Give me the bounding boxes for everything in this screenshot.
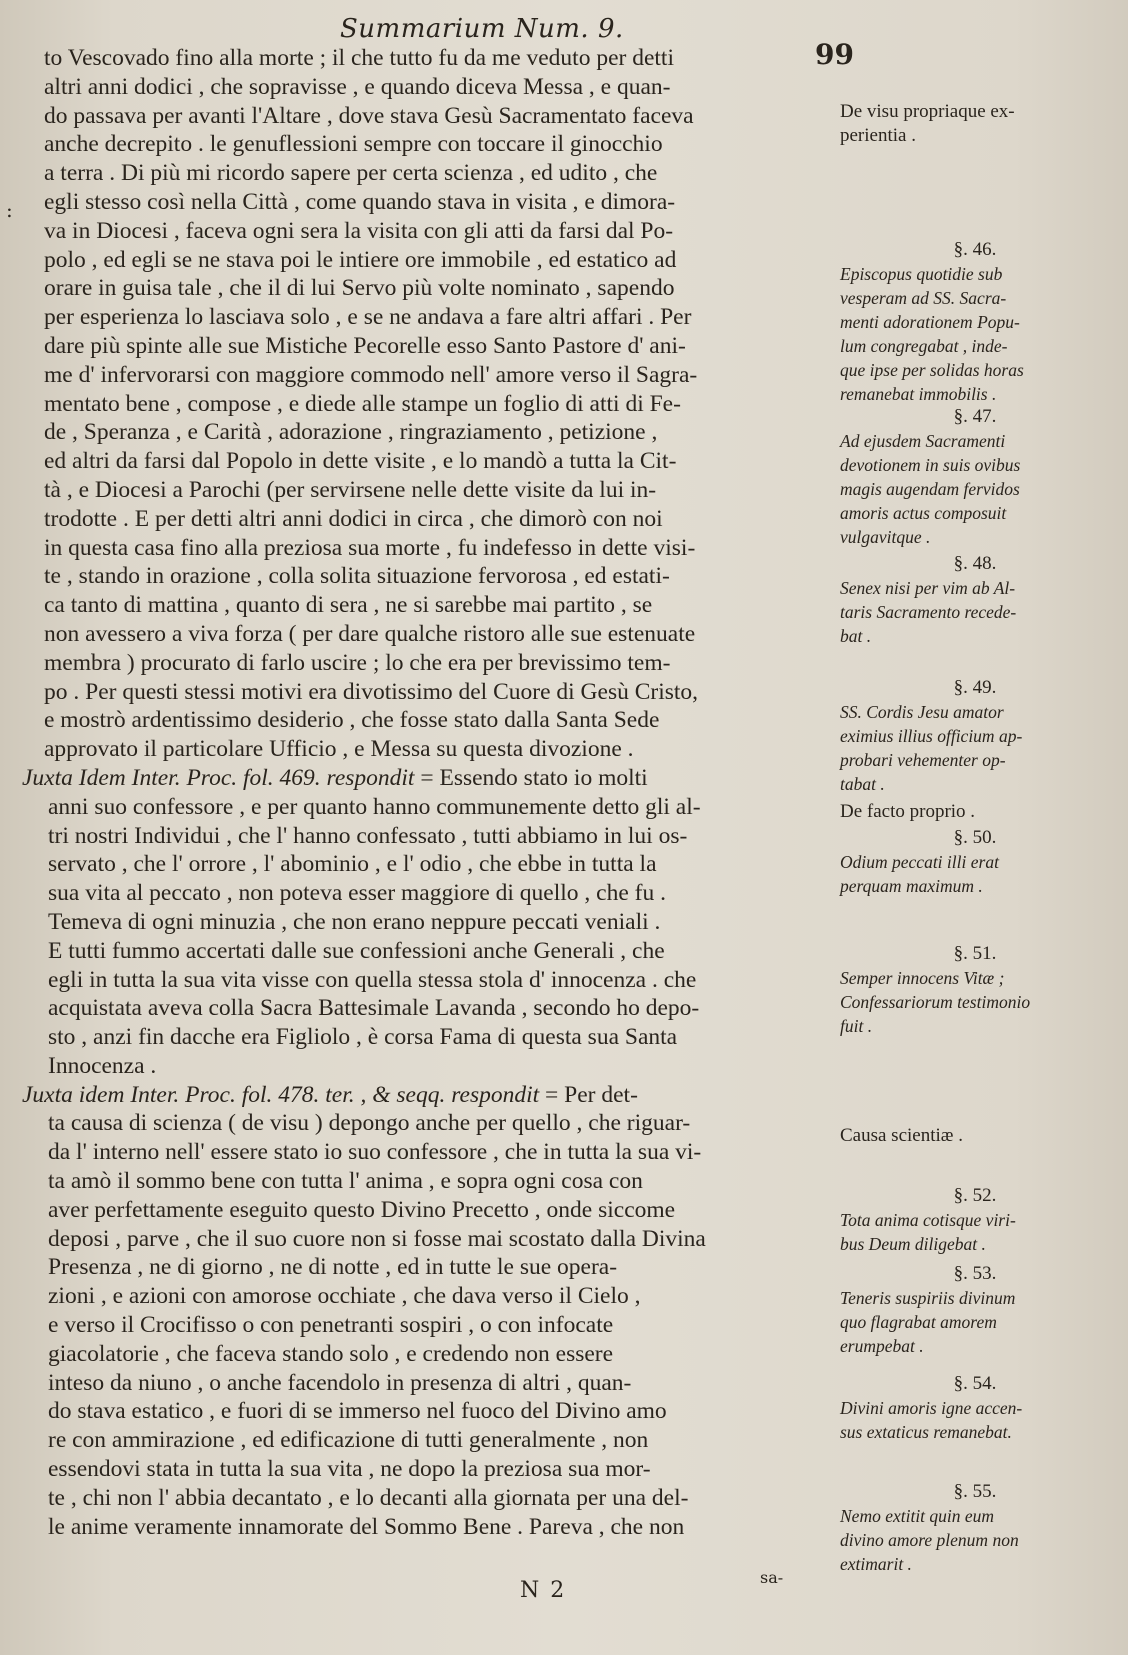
margin-note-line: Divini amoris igne accen- — [840, 1398, 1023, 1418]
text-line: Temeva di ogni minuzia , che non erano neppure peccati veniali . — [48, 908, 661, 935]
margin-note-line: menti adorationem Popu- — [840, 312, 1020, 332]
text-line: anni suo confessore , e per quanto hanno communemente detto gli al- — [48, 793, 701, 820]
margin-note-line: Causa scientiæ . — [840, 1125, 963, 1146]
margin-note-line: divino amore plenum non — [840, 1530, 1019, 1550]
text-line: polo , ed egli se ne stava poi le intiere ore immobile , ed estatico ad — [44, 246, 677, 273]
margin-note — [840, 1262, 1110, 1358]
text-line: te , chi non l' abbia decantato , e lo decanti alla giornata per una del- — [48, 1484, 689, 1511]
margin-note-line: vulgavitque . — [840, 527, 931, 547]
text-line: membra ) procurato di farlo uscire ; lo che era per brevissimo tem- — [44, 649, 671, 676]
text-line: ed altri da farsi dal Popolo in dette visite , e lo mandò a tutta la Cit- — [44, 448, 677, 475]
margin-note-line: De visu propriaque ex- — [840, 101, 1015, 122]
text-line: ta causa di scienza ( de visu ) depongo anche per quello , che riguar- — [48, 1110, 691, 1137]
margin-note-line: vesperam ad SS. Sacra- — [840, 288, 1007, 308]
margin-note-line: bus Deum diligebat . — [840, 1234, 986, 1254]
citation-reference: Juxta Idem Inter. Proc. fol. 469. respondit — [22, 764, 415, 791]
section-number: §. 46. — [953, 239, 997, 260]
margin-note — [840, 1184, 1110, 1256]
margin-mark: : — [6, 198, 13, 222]
margin-note-line: magis augendam fervidos — [840, 479, 1020, 499]
text-line: a terra . Di più mi ricordo sapere per certa scienza , ed udito , che — [44, 160, 658, 187]
margin-note-line: sus extaticus remanebat. — [840, 1422, 1012, 1442]
text-line: te , stando in orazione , colla solita situazione fervorosa , ed estati- — [44, 563, 670, 590]
citation-text: = Essendo stato io molti — [414, 764, 648, 791]
text-line: le anime veramente innamorate del Sommo Bene . Pareva , che non — [48, 1513, 685, 1540]
margin-note-line: Tota anima cotisque viri- — [840, 1210, 1016, 1230]
margin-note-line: De facto proprio . — [840, 801, 976, 822]
text-line: altri anni dodici , che sopravisse , e quando diceva Messa , e quan- — [44, 73, 671, 100]
paragraph-deposition-1 — [44, 44, 844, 764]
text-line: sto , anzi fin dacche era Figliolo , è corsa Fama di questa sua Santa — [48, 1024, 678, 1051]
citation-line — [22, 764, 844, 793]
text-line: tri nostri Individui , che l' hanno confessato , tutti abbiamo in lui os- — [48, 822, 688, 849]
text-line: servato , che l' orrore , l' abominio , e l' odio , che ebbe in tutta la — [48, 851, 657, 878]
text-line: tà , e Diocesi a Parochi (per servirsene nelle dette visite da lui in- — [44, 476, 657, 503]
text-line: va in Diocesi , faceva ogni sera la visita con gli atti da farsi dal Po- — [44, 217, 674, 244]
text-line: E tutti fummo accertati dalle sue confessioni anche Generali , che — [48, 937, 665, 964]
margin-note — [840, 1480, 1110, 1576]
margin-note — [840, 676, 1110, 796]
text-line: dare più spinte alle sue Mistiche Pecorelle esso Santo Pastore d' ani- — [44, 332, 686, 359]
text-line: da l' interno nell' essere stato io suo confessore , che in tutta la sua vi- — [48, 1139, 702, 1166]
margin-note — [840, 238, 1110, 406]
catchword: sa- — [760, 1568, 784, 1587]
margin-note-line: fuit . — [840, 1016, 873, 1036]
text-line: non avessero a viva forza ( per dare qualche ristoro alle sue estenuate — [44, 620, 696, 647]
text-line: ca tanto di mattina , quanto di sera , ne si sarebbe mai partito , se — [44, 592, 653, 619]
text-line: egli in tutta la sua vita visse con quella stessa stola d' innocenza . che — [48, 966, 697, 993]
text-line: me d' infervorarsi con maggiore commodo nell' amore verso il Sagra- — [44, 361, 698, 388]
margin-note-line: probari vehementer op- — [840, 750, 1006, 770]
text-line: per esperienza lo lasciava solo , e se ne andava a fare altri affari . Per — [44, 304, 692, 331]
page-number: 99 — [815, 38, 854, 71]
text-line: orare in guisa tale , che il di lui Servo più volte nominato , sapendo — [44, 275, 675, 302]
margin-note-line: Teneris suspiriis divinum — [840, 1288, 1016, 1308]
margin-note-line: quo flagrabat amorem — [840, 1312, 997, 1332]
margin-note-line: perquam maximum . — [840, 876, 983, 896]
text-line: zioni , e azioni con amorose occhiate , che dava verso il Cielo , — [48, 1283, 641, 1310]
margin-note-line: perientia . — [840, 125, 916, 146]
section-number: §. 48. — [953, 553, 997, 574]
margin-note-line: Semper innocens Vitæ ; — [840, 968, 1005, 988]
text-line: do stava estatico , e fuori di se immerso nel fuoco del Divino amo — [48, 1398, 667, 1425]
citation-text: = Per det- — [539, 1081, 638, 1108]
margin-note-line: Confessariorum testimonio — [840, 992, 1031, 1012]
signature-mark: N 2 — [520, 1578, 567, 1603]
text-line: sua vita al peccato , non poteva esser maggiore di quello , che fu . — [48, 880, 666, 907]
margin-note-line: SS. Cordis Jesu amator — [840, 702, 1004, 722]
text-line: anche decrepito . le genuflessioni sempre con toccare il ginocchio — [44, 131, 663, 158]
text-line: e mostrò ardentissimo desiderio , che fosse stato dalla Santa Sede — [44, 707, 660, 734]
paragraph-deposition-2 — [22, 764, 844, 1081]
margin-note-line: amoris actus composuit — [840, 503, 1007, 523]
text-line: po . Per questi stessi motivi era divotissimo del Cuore di Gesù Cristo, — [44, 678, 699, 705]
margin-note — [840, 826, 1110, 898]
margin-note — [840, 405, 1110, 549]
margin-note — [840, 100, 1110, 148]
margin-note-line: tabat . — [840, 774, 885, 794]
text-line: approvato il particolare Ufficio , e Messa su questa divozione . — [44, 736, 634, 763]
text-line: to Vescovado fino alla morte ; il che tutto fu da me veduto per detti — [44, 45, 674, 71]
running-title: Summarium Num. 9. — [340, 14, 624, 44]
text-line: do passava per avanti l'Altare , dove stava Gesù Sacramentato faceva — [44, 102, 694, 129]
text-line: Presenza , ne di giorno , ne di notte , ed in tutte le sue opera- — [48, 1254, 618, 1281]
text-line: Innocenza . — [48, 1052, 157, 1079]
margin-note-line: extimarit . — [840, 1554, 912, 1574]
citation-reference: Juxta idem Inter. Proc. fol. 478. ter. , & seqq. respondit — [22, 1081, 540, 1108]
margin-note-line: Senex nisi per vim ab Al- — [840, 578, 1016, 598]
text-line: ta amò il sommo bene con tutta l' anima , e sopra ogni cosa con — [48, 1168, 643, 1195]
margin-note — [840, 1372, 1110, 1444]
margin-note-line: bat . — [840, 626, 872, 646]
text-line: deposi , parve , che il suo cuore non si fosse mai scostato dalla Divina — [48, 1225, 706, 1252]
margin-note — [840, 800, 1110, 824]
section-number: §. 52. — [953, 1185, 997, 1206]
margin-note-line: erumpebat . — [840, 1336, 924, 1356]
margin-note-line: remanebat immobilis . — [840, 384, 997, 404]
citation-line — [22, 1081, 844, 1110]
margin-note-line: Odium peccati illi erat — [840, 852, 999, 872]
text-line: giacolatorie , che faceva stando solo , e credendo non essere — [48, 1340, 614, 1367]
text-line: acquistata aveva colla Sacra Battesimale Lavanda , secondo ho depo- — [48, 995, 700, 1022]
margin-note-line: Episcopus quotidie sub — [840, 264, 1003, 284]
paragraph-deposition-3 — [22, 1081, 844, 1542]
text-line: mentato bene , compose , e diede alle stampe un foglio di atti di Fe- — [44, 390, 681, 417]
section-number: §. 51. — [953, 943, 997, 964]
section-number: §. 47. — [953, 406, 997, 427]
section-number: §. 54. — [953, 1373, 997, 1394]
margin-note-line: devotionem in suis ovibus — [840, 455, 1021, 475]
text-line: in questa casa fino alla preziosa sua morte , fu indefesso in dette visi- — [44, 534, 696, 561]
text-line: egli stesso così nella Città , come quando stava in visita , e dimora- — [44, 188, 676, 215]
margin-note-line: Nemo extitit quin eum — [840, 1506, 995, 1526]
text-line: de , Speranza , e Carità , adorazione , ringraziamento , petizione , — [44, 419, 658, 446]
margin-note-line: Ad ejusdem Sacramenti — [840, 431, 1006, 451]
main-text-column — [22, 44, 844, 1541]
margin-note — [840, 942, 1110, 1038]
margin-note-line: eximius illius officium ap- — [840, 726, 1023, 746]
text-line: trodotte . E per detti altri anni dodici in circa , che dimorò con noi — [44, 505, 663, 532]
margin-note — [840, 1124, 1110, 1148]
margin-note — [840, 552, 1110, 648]
section-number: §. 50. — [953, 827, 997, 848]
margin-note-line: lum congregabat , inde- — [840, 336, 1008, 356]
section-number: §. 55. — [953, 1481, 997, 1502]
text-line: aver perfettamente eseguito questo Divino Precetto , onde siccome — [48, 1196, 676, 1223]
section-number: §. 53. — [953, 1263, 997, 1284]
margin-note-line: taris Sacramento recede- — [840, 602, 1017, 622]
text-line: essendovi stata in tutta la sua vita , ne dopo la preziosa sua mor- — [48, 1456, 651, 1483]
text-line: inteso da niuno , o anche facendolo in presenza di altri , quan- — [48, 1369, 632, 1396]
section-number: §. 49. — [953, 677, 997, 698]
text-line: e verso il Crocifisso o con penetranti sospiri , o con infocate — [48, 1312, 614, 1339]
text-line: re con ammirazione , ed edificazione di tutti generalmente , non — [48, 1427, 649, 1454]
margin-note-line: que ipse per solidas horas — [840, 360, 1024, 380]
